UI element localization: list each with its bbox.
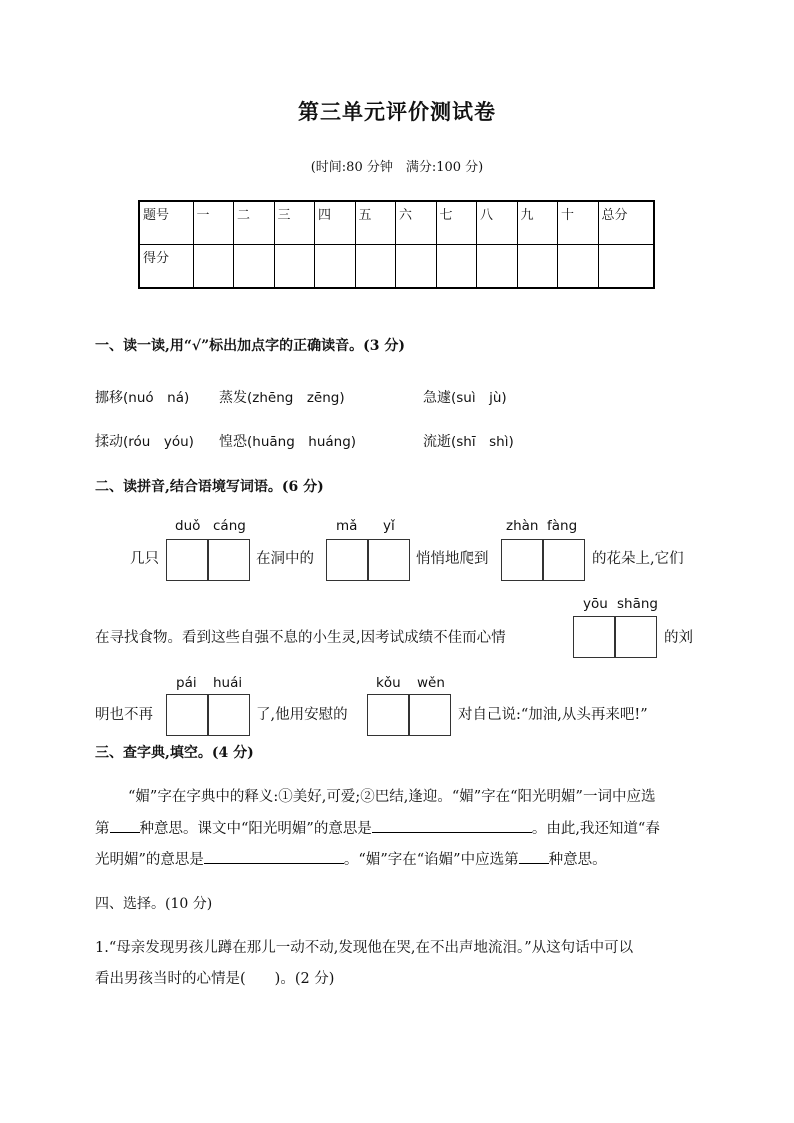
q2-text: 对自己说:“加油,从头再来吧!” — [458, 707, 648, 723]
table-cell: 九 — [517, 201, 558, 245]
score-input-cell[interactable] — [355, 245, 396, 289]
table-cell: 十 — [558, 201, 599, 245]
table-cell: 八 — [477, 201, 518, 245]
pinyin-label: yōu — [583, 596, 608, 612]
table-cell: 得分 — [139, 245, 193, 289]
score-input-cell[interactable] — [477, 245, 518, 289]
score-table-score-row — [139, 245, 654, 289]
q1-item: 挪移(nuó ná) — [95, 390, 190, 406]
section-1-heading: 一、读一读,用“√”标出加点字的正确读音。(3 分) — [95, 338, 406, 354]
q4-question-line-2: 看出男孩当时的心情是( )。(2 分) — [95, 971, 335, 987]
answer-box-pair[interactable] — [573, 616, 659, 659]
answer-box[interactable] — [501, 539, 543, 581]
score-input-cell[interactable] — [274, 245, 315, 289]
pinyin-label: cáng — [213, 518, 246, 534]
q3-line-2: 第 种意思。课文中“阳光明媚”的意思是 。由此,我还知道“春 — [95, 818, 660, 839]
fill-blank[interactable] — [110, 818, 140, 833]
table-cell: 一 — [193, 201, 234, 245]
score-input-cell[interactable] — [517, 245, 558, 289]
answer-box-pair[interactable] — [501, 539, 587, 582]
table-cell: 二 — [234, 201, 275, 245]
answer-box[interactable] — [166, 539, 208, 581]
section-4-heading: 四、选择。(10 分) — [95, 896, 213, 912]
fill-blank[interactable] — [204, 849, 344, 864]
fill-blank[interactable] — [372, 818, 532, 833]
score-input-cell[interactable] — [234, 245, 275, 289]
score-input-cell[interactable] — [315, 245, 356, 289]
q1-item: 急遽(suì jù) — [423, 390, 507, 406]
q2-text: 明也不再 — [95, 707, 153, 723]
q1-item: 流逝(shī shì) — [423, 434, 514, 450]
table-cell: 题号 — [139, 201, 193, 245]
table-cell: 七 — [436, 201, 477, 245]
answer-box[interactable] — [326, 539, 368, 581]
answer-box[interactable] — [573, 616, 615, 658]
pinyin-label: duǒ — [175, 518, 201, 534]
pinyin-label: huái — [213, 675, 243, 691]
answer-box[interactable] — [615, 616, 657, 658]
section-2-heading: 二、读拼音,结合语境写词语。(6 分) — [95, 479, 324, 495]
q2-text: 几只 — [130, 551, 159, 567]
pinyin-label: pái — [176, 675, 197, 691]
table-cell: 六 — [396, 201, 437, 245]
score-table-header-row — [139, 201, 654, 245]
pinyin-label: fàng — [547, 518, 578, 534]
score-table — [138, 200, 655, 289]
answer-box-pair[interactable] — [166, 694, 252, 737]
pinyin-label: zhàn — [506, 518, 539, 534]
answer-box[interactable] — [208, 694, 250, 736]
table-cell: 总分 — [598, 201, 654, 245]
q1-item: 蒸发(zhēng zēng) — [219, 390, 345, 406]
score-input-cell[interactable] — [558, 245, 599, 289]
pinyin-label: wěn — [417, 675, 445, 691]
pinyin-label: yǐ — [383, 518, 395, 534]
score-input-cell[interactable] — [436, 245, 477, 289]
q1-item: 惶恐(huāng huáng) — [219, 434, 357, 450]
q2-text: 的花朵上,它们 — [592, 551, 684, 567]
pinyin-label: mǎ — [336, 518, 358, 534]
table-cell: 三 — [274, 201, 315, 245]
q3-line-1: “媚”字在字典中的释义:①美好,可爱;②巴结,逢迎。“媚”字在“阳光明媚”一词中应选 — [128, 789, 656, 805]
q2-text: 的刘 — [664, 630, 693, 646]
answer-box[interactable] — [409, 694, 451, 736]
exam-time-info: (时间:80 分钟 满分:100 分) — [310, 160, 484, 175]
answer-box[interactable] — [368, 539, 410, 581]
fill-blank[interactable] — [519, 849, 549, 864]
answer-box[interactable] — [367, 694, 409, 736]
pinyin-label: kǒu — [376, 675, 401, 691]
section-3-heading: 三、查字典,填空。(4 分) — [95, 745, 254, 761]
answer-box[interactable] — [166, 694, 208, 736]
q2-text: 在寻找食物。看到这些自强不息的小生灵,因考试成绩不佳而心情 — [95, 630, 506, 646]
answer-box-pair[interactable] — [367, 694, 453, 737]
q4-question-line-1: 1.“母亲发现男孩儿蹲在那儿一动不动,发现他在哭,在不出声地流泪。”从这句话中可以 — [95, 940, 634, 956]
score-input-cell[interactable] — [396, 245, 437, 289]
answer-box[interactable] — [208, 539, 250, 581]
q3-line-3: 光明媚”的意思是 。“媚”字在“谄媚”中应选第 种意思。 — [95, 849, 607, 870]
score-input-cell[interactable] — [193, 245, 234, 289]
table-cell: 四 — [315, 201, 356, 245]
q1-item: 揉动(róu yóu) — [95, 434, 194, 450]
q2-text: 悄悄地爬到 — [416, 551, 489, 567]
answer-box-pair[interactable] — [166, 539, 252, 582]
answer-box-pair[interactable] — [326, 539, 412, 582]
table-cell: 五 — [355, 201, 396, 245]
q2-text: 了,他用安慰的 — [256, 707, 348, 723]
pinyin-label: shāng — [617, 596, 658, 612]
score-input-cell[interactable] — [598, 245, 654, 289]
q2-text: 在洞中的 — [256, 551, 314, 567]
page-title: 第三单元评价测试卷 — [298, 99, 496, 124]
answer-box[interactable] — [543, 539, 585, 581]
